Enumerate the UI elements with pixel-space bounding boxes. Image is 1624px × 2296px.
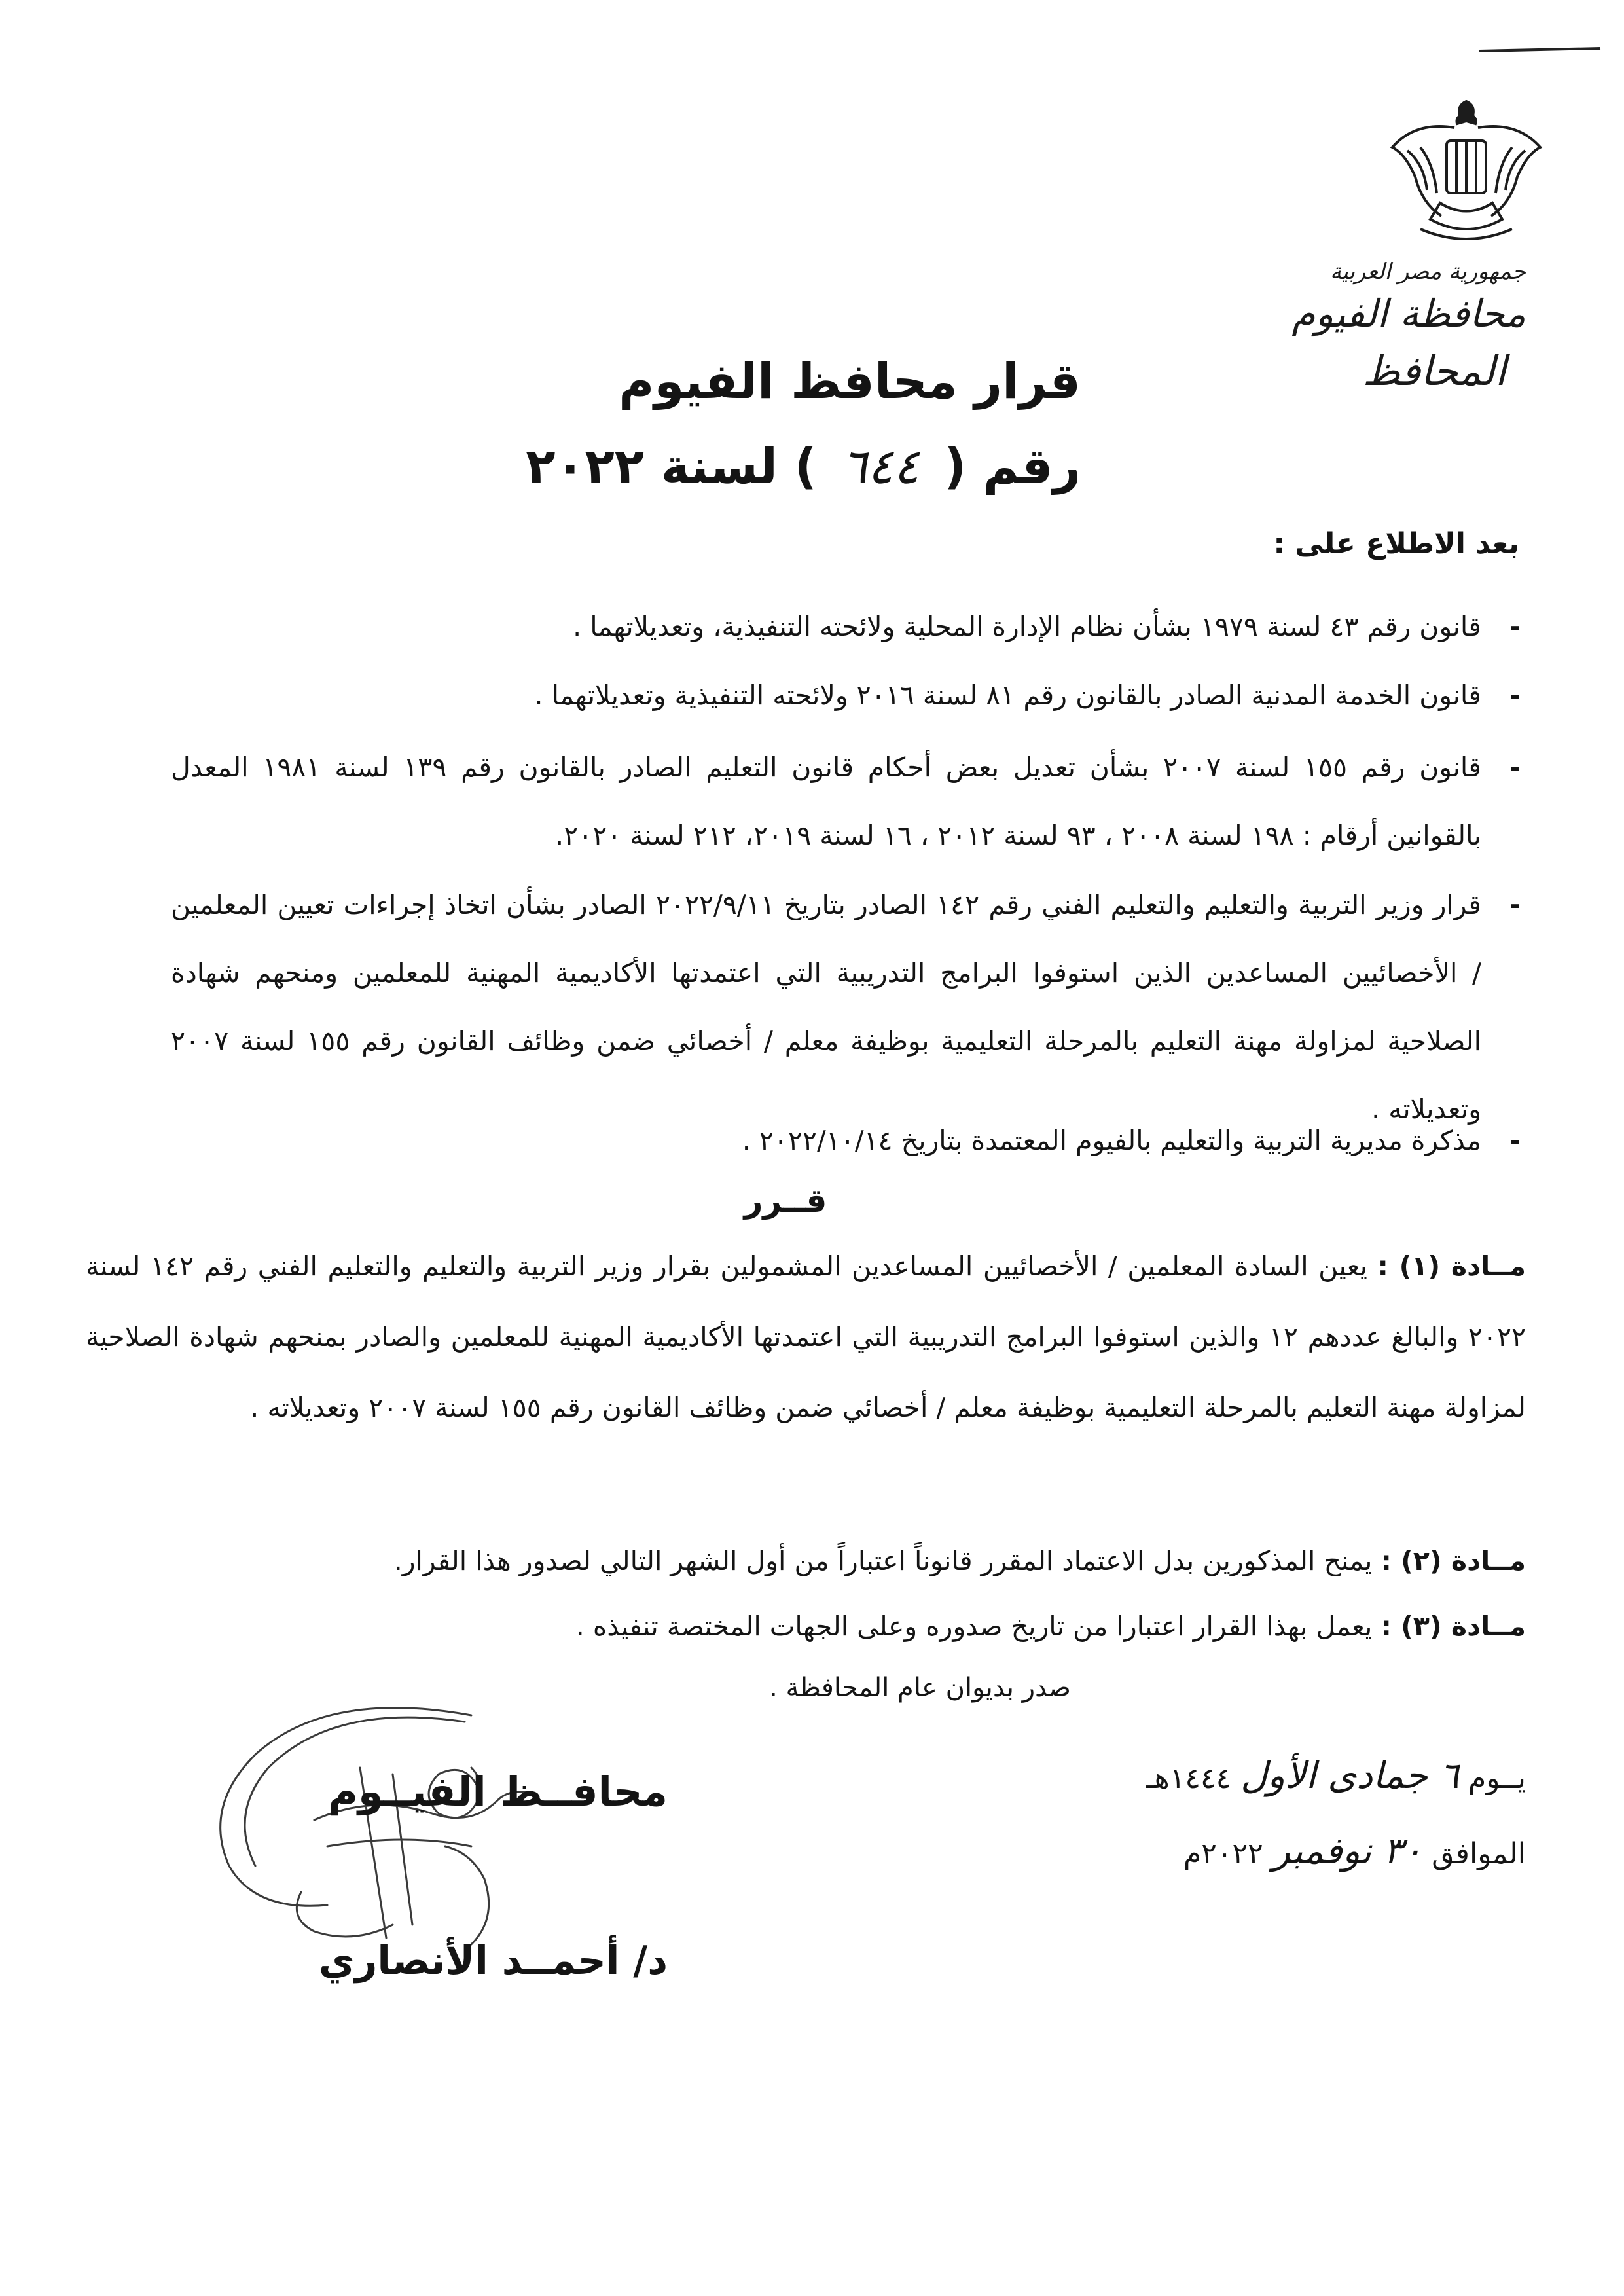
scan-mark-icon [1473,39,1604,59]
article-text: يعمل بهذا القرار اعتبارا من تاريخ صدوره وعلى الجهات المختصة تنفيذه . [575,1611,1373,1642]
decision-word: قــرر [744,1182,827,1220]
article-1 [86,1231,1526,1443]
decree-number-line [526,439,1081,495]
number-suffix: ) لسنة ٢٠٢٢ [526,439,817,495]
bullet-dash-icon: - [1509,1125,1521,1156]
decision-number: ٦٤٤ [841,439,920,495]
handwritten-date: ٣٠ نوفمبر [1272,1830,1423,1872]
article-2 [86,1525,1526,1596]
date-gregorian: الموافق ٣٠ نوفمبر ٢٠٢٢م [1183,1830,1526,1872]
bullet-dash-icon: - [1509,752,1521,783]
article-label: مــادة (٣) : [1380,1611,1526,1642]
preamble-item: - مذكرة مديرية التربية والتعليم بالفيوم المعتمدة بتاريخ ٢٠٢٢/١٠/١٤ . [171,1106,1519,1175]
preamble-item: - قانون الخدمة المدنية الصادر بالقانون رقم ٨١ لسنة ٢٠١٦ ولائحته التنفيذية وتعديلاتهما . [171,661,1519,729]
decree-title: قرار محافظ الفيوم [619,354,1081,410]
number-prefix: رقم ( [944,439,1081,495]
preamble-item: - قانون رقم ٤٣ لسنة ١٩٧٩ بشأن نظام الإدارة المحلية ولائحته التنفيذية، وتعديلاتهما . [171,592,1519,661]
preamble-item: - قرار وزير التربية والتعليم والتعليم الفني رقم ١٤٢ الصادر بتاريخ ٢٠٢٢/٩/١١ الصادر بشأن اتخاذ إجراءات تعيين المعلمين / الأخصائيين المساعدين الذين استوفوا البرامج التدريبية التي اعتمدتها الأكاديمية المهنية للمعلمين ومنحهم شهادة الصلاحية لمزاولة مهنة التعليم بالمرحلة التعليمية بوظيفة معلم / أخصائي ضمن وظائف القانون رقم ١٥٥ لسنة ٢٠٠٧ وتعديلاته . [171,871,1519,1143]
handwritten-date: ٦ جمادى الأول [1240,1755,1459,1797]
eagle-emblem-icon [1381,88,1551,252]
signatory-name: د/ أحمــد الأنصاري [318,1938,668,1984]
bullet-dash-icon: - [1509,680,1521,711]
preamble-item: - قانون رقم ١٥٥ لسنة ٢٠٠٧ بشأن تعديل بعض أحكام قانون التعليم الصادر بالقانون رقم ١٣٩ لسنة ١٩٨١ المعدل بالقوانين أرقام : ١٩٨ لسنة ٢٠٠٨ ، ٩٣ لسنة ٢٠١٢ ، ١٦ لسنة ٢٠١٩، ٢١٢ لسنة ٢٠٢٠. [171,733,1519,869]
preamble-heading: بعد الاطلاع على : [1273,527,1519,560]
article-label: مــادة (١) : [1377,1250,1526,1282]
article-label: مــادة (٢) : [1380,1545,1526,1576]
country-line: جمهورية مصر العربية [1329,259,1526,285]
governorate-line: محافظة الفيوم [1291,291,1526,336]
issued-statement: صدر بديوان عام المحافظة . [769,1673,1071,1703]
bullet-dash-icon: - [1509,611,1521,642]
office-line: المحافظ [1362,347,1506,395]
article-text: يعين السادة المعلمين / الأخصائيين المساعدين المشمولين بقرار وزير التربية والتعليم والتعليم الفني رقم ١٤٢ لسنة ٢٠٢٢ والبالغ عددهم ١٢ والذين استوفوا البرامج التدريبية التي اعتمدتها الأكاديمية المهنية للمعلمين والصادر بمنحهم شهادة الصلاحية لمزاولة مهنة التعليم بالمرحلة التعليمية بوظيفة معلم / أخصائي ضمن وظائف القانون رقم ١٥٥ لسنة ٢٠٠٧ وتعديلاته . [86,1250,1526,1423]
signatory-title: محافــظ الفيــوم [328,1768,668,1815]
article-3 [86,1591,1526,1662]
date-hijri: يــوم ٦ جمادى الأول ١٤٤٤هـ [1146,1755,1526,1797]
article-text: يمنح المذكورين بدل الاعتماد المقرر قانوناً اعتباراً من أول الشهر التالي لصدور هذا القرار. [393,1545,1373,1576]
bullet-dash-icon: - [1509,889,1521,920]
